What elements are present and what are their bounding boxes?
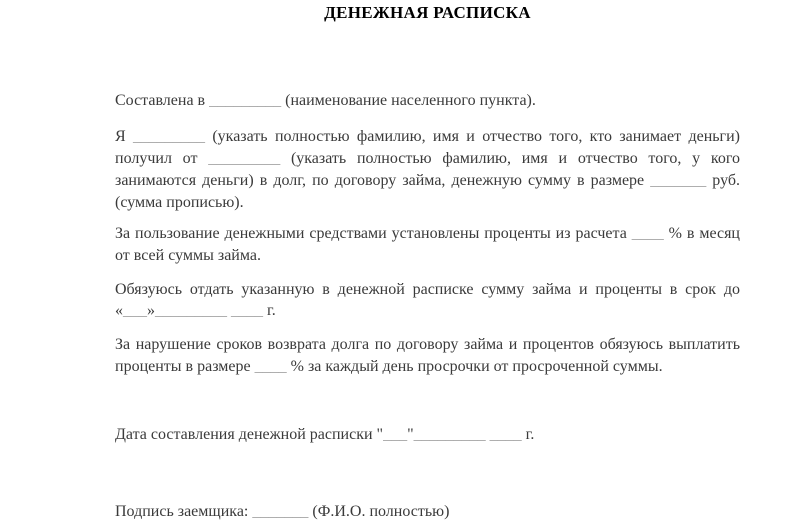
text-line: Подпись заемщика: _______ (Ф.И.О. полностью) <box>115 503 450 521</box>
paragraph-date-of-writing <box>115 424 740 446</box>
paragraph-borrower-lender <box>115 126 740 213</box>
blank-field: ____ <box>231 302 263 320</box>
blank-field: ____ <box>489 426 522 444</box>
text-line: от всей суммы займа. <box>115 246 261 264</box>
paragraph-penalty <box>115 334 740 377</box>
text-line: Составлена в _________ (наименование населенного пункта). <box>115 91 536 109</box>
paragraph-borrower-signature <box>115 501 740 523</box>
blank-field: ___ <box>123 302 147 320</box>
blank-field: ___ <box>383 426 408 444</box>
blank-field: _________ <box>133 128 206 146</box>
document-body <box>115 90 740 523</box>
text-line: За нарушение сроков возврата долга по договору займа и процентов обязуюсь выплатить <box>115 336 740 354</box>
blank-field: _________ <box>208 150 281 168</box>
text-line: Обязуюсь отдать указанную в денежной расписке сумму займа и проценты в срок до <box>115 280 740 298</box>
blank-field: _________ <box>413 426 486 444</box>
blank-field: _________ <box>155 302 227 320</box>
paragraph-repayment-term <box>115 279 740 322</box>
blank-field: ____ <box>631 225 664 243</box>
paragraph-composed-in <box>115 90 740 112</box>
text-line: (сумма прописью). <box>115 193 244 211</box>
text-line: получил от _________ (указать полностью фамилию, имя и отчество того, у кого <box>115 150 740 168</box>
blank-field: _______ <box>252 503 309 521</box>
text-line: проценты в размере ____ % за каждый день просрочки от просроченной суммы. <box>115 357 663 375</box>
text-line: занимаются деньги) в долг, по договору займа, денежную сумму в размере _______ руб. <box>115 171 740 189</box>
blank-field: _________ <box>209 91 282 109</box>
text-line: «___»_________ ____ г. <box>115 302 276 320</box>
blank-field: ____ <box>254 357 287 375</box>
paragraph-interest-rate <box>115 223 740 266</box>
document-title: ДЕНЕЖНАЯ РАСПИСКА <box>324 3 531 22</box>
text-line: Я _________ (указать полностью фамилию, имя и отчество того, кто занимает деньги) <box>115 128 741 146</box>
text-line: За пользование денежными средствами установлены проценты из расчета ____ % в месяц <box>115 225 740 243</box>
blank-field: _______ <box>650 171 707 189</box>
text-line: Дата составления денежной расписки "___"_________ ____ г. <box>115 426 535 444</box>
